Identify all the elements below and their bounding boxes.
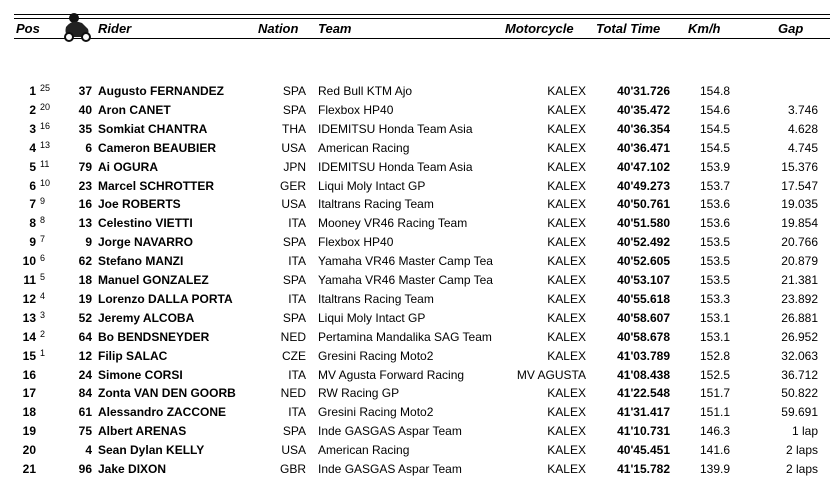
- cell-pos: 19: [22, 424, 36, 439]
- cell-time: 40'45.451: [617, 443, 670, 458]
- cell-nation: NED: [280, 386, 306, 401]
- cell-pos: 13: [22, 310, 36, 325]
- cell-moto: KALEX: [547, 121, 586, 136]
- table-row: [0, 158, 838, 176]
- cell-nation: SPA: [282, 310, 306, 325]
- table-row: [0, 120, 838, 138]
- table-row: [0, 177, 838, 195]
- cell-nation: SPA: [282, 235, 306, 250]
- cell-moto: KALEX: [547, 102, 586, 117]
- cell-kmh: 154.6: [699, 102, 730, 117]
- cell-team: RW Racing GP: [318, 386, 400, 401]
- cell-team: Liqui Moly Intact GP: [318, 310, 426, 325]
- cell-pos: 8: [29, 216, 36, 231]
- header-bottom-rule: [14, 38, 830, 39]
- cell-team: IDEMITSU Honda Team Asia: [318, 121, 473, 136]
- header-kmh: Km/h: [688, 21, 721, 36]
- cell-gap: 19.035: [781, 197, 818, 212]
- cell-nation: THA: [282, 121, 306, 136]
- cell-num: 23: [78, 178, 92, 193]
- cell-moto: KALEX: [547, 254, 586, 269]
- cell-pos: 1: [29, 84, 36, 98]
- cell-time: 40'36.354: [617, 121, 670, 136]
- cell-pos: 9: [29, 235, 36, 250]
- table-row: [0, 82, 838, 100]
- cell-moto: KALEX: [547, 197, 586, 212]
- cell-rider: Somkiat CHANTRA: [98, 121, 208, 136]
- cell-num: 62: [78, 254, 92, 269]
- cell-moto: KALEX: [547, 462, 586, 476]
- cell-time: 40'58.607: [617, 310, 670, 325]
- cell-kmh: 153.7: [699, 178, 730, 193]
- cell-time: 40'52.605: [617, 254, 670, 269]
- cell-rider: Lorenzo DALLA PORTA: [98, 291, 233, 306]
- cell-rider: Cameron BEAUBIER: [98, 140, 217, 155]
- cell-moto: KALEX: [547, 424, 586, 439]
- cell-team: IDEMITSU Honda Team Asia: [318, 159, 473, 174]
- cell-nation: USA: [281, 443, 306, 458]
- cell-gap: 23.892: [781, 291, 818, 306]
- cell-pts: 4: [40, 290, 46, 301]
- cell-moto: KALEX: [547, 178, 586, 193]
- cell-kmh: 153.1: [699, 310, 730, 325]
- cell-rider: Joe ROBERTS: [98, 197, 181, 212]
- cell-team: Inde GASGAS Aspar Team: [318, 462, 462, 476]
- header-rider: Rider: [98, 21, 132, 36]
- cell-nation: USA: [281, 140, 306, 155]
- cell-time: 40'49.273: [617, 178, 670, 193]
- cell-num: 84: [78, 386, 92, 401]
- cell-kmh: 153.6: [699, 216, 730, 231]
- cell-nation: NED: [280, 329, 306, 344]
- table-row: [0, 233, 838, 251]
- cell-pos: 7: [29, 197, 36, 212]
- cell-team: Red Bull KTM Ajo: [318, 84, 413, 98]
- cell-num: 37: [78, 84, 92, 98]
- cell-nation: ITA: [288, 216, 306, 231]
- cell-nation: ITA: [288, 405, 306, 420]
- cell-time: 41'10.731: [617, 424, 670, 439]
- table-row: [0, 101, 838, 119]
- cell-time: 41'22.548: [617, 386, 670, 401]
- cell-kmh: 153.1: [699, 329, 730, 344]
- cell-rider: Simone CORSI: [98, 367, 183, 382]
- cell-team: Pertamina Mandalika SAG Team: [318, 329, 492, 344]
- table-row: [0, 422, 838, 440]
- cell-kmh: 154.8: [699, 84, 730, 98]
- cell-nation: SPA: [282, 273, 306, 287]
- table-row: [0, 347, 838, 365]
- cell-gap: 59.691: [781, 405, 818, 420]
- cell-pos: 5: [29, 159, 36, 174]
- cell-moto: KALEX: [547, 405, 586, 420]
- cell-gap: 17.547: [781, 178, 818, 193]
- cell-gap: 20.879: [781, 254, 818, 269]
- header-gap: Gap: [778, 21, 804, 36]
- cell-num: 40: [78, 102, 92, 117]
- cell-pts: 7: [40, 234, 46, 245]
- cell-pts: 13: [40, 139, 51, 150]
- cell-time: 40'47.102: [617, 159, 670, 174]
- cell-moto: KALEX: [547, 348, 586, 363]
- cell-gap: 32.063: [781, 348, 818, 363]
- cell-gap: 15.376: [781, 159, 818, 174]
- cell-gap: 26.881: [781, 310, 818, 325]
- cell-team: Gresini Racing Moto2: [318, 405, 434, 420]
- cell-kmh: 146.3: [699, 424, 730, 439]
- cell-num: 96: [78, 462, 92, 476]
- cell-rider: Filip SALAC: [98, 348, 168, 363]
- header-top-rule-2: [14, 18, 830, 19]
- cell-rider: Manuel GONZALEZ: [98, 273, 209, 287]
- cell-team: American Racing: [318, 443, 410, 458]
- cell-gap: 19.854: [781, 216, 818, 231]
- cell-pos: 3: [29, 121, 36, 136]
- cell-pos: 12: [22, 291, 36, 306]
- cell-time: 40'58.678: [617, 329, 670, 344]
- table-row: [0, 252, 838, 270]
- cell-pos: 16: [22, 367, 36, 382]
- cell-gap: 1 lap: [791, 424, 818, 439]
- cell-time: 41'31.417: [617, 405, 670, 420]
- cell-num: 24: [78, 367, 92, 382]
- cell-pts: 5: [40, 272, 46, 282]
- cell-gap: 50.822: [781, 386, 818, 401]
- cell-pos: 11: [23, 273, 36, 287]
- cell-gap: 4.628: [787, 121, 818, 136]
- cell-time: 40'53.107: [617, 273, 670, 287]
- cell-nation: GER: [279, 178, 306, 193]
- cell-team: Liqui Moly Intact GP: [318, 178, 426, 193]
- cell-kmh: 153.5: [699, 235, 730, 250]
- cell-kmh: 153.6: [699, 197, 730, 212]
- cell-pos: 15: [22, 348, 36, 363]
- cell-num: 52: [78, 310, 92, 325]
- header-nation: Nation: [258, 21, 299, 36]
- cell-kmh: 151.1: [699, 405, 730, 420]
- cell-rider: Bo BENDSNEYDER: [98, 329, 210, 344]
- cell-time: 40'55.618: [617, 291, 670, 306]
- cell-gap: 26.952: [781, 329, 818, 344]
- cell-nation: USA: [281, 197, 306, 212]
- cell-moto: KALEX: [547, 140, 586, 155]
- cell-team: Gresini Racing Moto2: [318, 348, 434, 363]
- cell-pts: 16: [40, 120, 51, 131]
- table-row: [0, 309, 838, 327]
- cell-pos: 10: [22, 254, 36, 269]
- cell-pts: 25: [40, 83, 51, 93]
- cell-team: Italtrans Racing Team: [318, 197, 434, 212]
- cell-moto: KALEX: [547, 84, 586, 98]
- cell-num: 19: [78, 291, 92, 306]
- cell-moto: KALEX: [547, 273, 586, 287]
- cell-team: MV Agusta Forward Racing: [318, 367, 465, 382]
- cell-nation: ITA: [288, 291, 306, 306]
- table-row: [0, 460, 838, 478]
- table-row: [0, 403, 838, 421]
- cell-pos: 6: [29, 178, 36, 193]
- cell-kmh: 151.7: [699, 386, 730, 401]
- cell-moto: KALEX: [547, 386, 586, 401]
- cell-kmh: 154.5: [699, 121, 730, 136]
- cell-time: 41'15.782: [617, 462, 670, 476]
- cell-moto: KALEX: [547, 443, 586, 458]
- table-row: [0, 139, 838, 157]
- cell-nation: SPA: [282, 102, 306, 117]
- cell-kmh: 153.9: [699, 159, 730, 174]
- cell-num: 79: [78, 159, 92, 174]
- cell-team: Italtrans Racing Team: [318, 291, 434, 306]
- cell-kmh: 153.5: [699, 273, 730, 287]
- cell-time: 41'03.789: [617, 348, 670, 363]
- cell-nation: ITA: [288, 254, 306, 269]
- cell-kmh: 152.8: [699, 348, 730, 363]
- header-motorcycle: Motorcycle: [505, 21, 574, 36]
- cell-pts: 2: [40, 328, 46, 339]
- cell-rider: Augusto FERNANDEZ: [98, 84, 224, 98]
- cell-nation: SPA: [282, 424, 306, 439]
- cell-rider: Stefano MANZI: [98, 254, 184, 269]
- cell-num: 18: [78, 273, 92, 287]
- cell-rider: Albert ARENAS: [98, 424, 187, 439]
- cell-rider: Sean Dylan KELLY: [98, 443, 205, 458]
- cell-team: Flexbox HP40: [318, 235, 394, 250]
- cell-num: 16: [78, 197, 92, 212]
- cell-kmh: 153.3: [699, 291, 730, 306]
- cell-pts: 3: [40, 309, 46, 320]
- cell-num: 61: [78, 405, 92, 420]
- cell-nation: CZE: [282, 348, 306, 363]
- cell-moto: KALEX: [547, 291, 586, 306]
- header-top-rule: [14, 14, 830, 15]
- cell-moto: KALEX: [547, 329, 586, 344]
- cell-time: 40'50.761: [617, 197, 670, 212]
- cell-time: 40'35.472: [617, 102, 670, 117]
- cell-nation: GBR: [279, 462, 306, 476]
- cell-kmh: 139.9: [699, 462, 730, 476]
- cell-rider: Jorge NAVARRO: [98, 235, 193, 250]
- cell-kmh: 141.6: [699, 443, 730, 458]
- cell-num: 6: [85, 140, 92, 155]
- cell-time: 40'52.492: [617, 235, 670, 250]
- cell-moto: KALEX: [547, 310, 586, 325]
- cell-rider: Celestino VIETTI: [98, 216, 193, 231]
- cell-team: Inde GASGAS Aspar Team: [318, 424, 462, 439]
- cell-pts: 10: [40, 177, 51, 188]
- cell-gap: 36.712: [781, 367, 818, 382]
- cell-pts: 9: [40, 196, 46, 207]
- cell-pts: 20: [40, 101, 51, 112]
- table-row: [0, 271, 838, 289]
- cell-num: 4: [85, 443, 92, 458]
- header-team: Team: [318, 21, 352, 36]
- cell-team: American Racing: [318, 140, 410, 155]
- cell-rider: Zonta VAN DEN GOORB: [98, 386, 236, 401]
- cell-rider: Jeremy ALCOBA: [98, 310, 195, 325]
- cell-kmh: 153.5: [699, 254, 730, 269]
- cell-moto: KALEX: [547, 159, 586, 174]
- cell-time: 41'08.438: [617, 367, 670, 382]
- cell-nation: JPN: [283, 159, 306, 174]
- cell-time: 40'31.726: [617, 84, 670, 98]
- cell-pts: 11: [40, 158, 50, 169]
- cell-kmh: 154.5: [699, 140, 730, 155]
- cell-pos: 18: [22, 405, 36, 420]
- cell-pos: 2: [29, 102, 36, 117]
- cell-pts: 8: [40, 215, 46, 226]
- cell-time: 40'36.471: [617, 140, 670, 155]
- cell-gap: 2 laps: [785, 443, 818, 458]
- cell-num: 35: [78, 121, 92, 136]
- cell-pts: 1: [40, 347, 46, 358]
- motorcycle-rider-icon: [60, 9, 94, 43]
- cell-gap: 3.746: [787, 102, 818, 117]
- cell-pos: 21: [22, 462, 36, 476]
- cell-rider: Ai OGURA: [98, 159, 158, 174]
- cell-pts: 6: [40, 253, 46, 264]
- cell-num: 9: [85, 235, 92, 250]
- cell-pos: 17: [22, 386, 36, 401]
- cell-team: Yamaha VR46 Master Camp Tea: [318, 273, 493, 287]
- cell-pos: 14: [22, 329, 36, 344]
- cell-moto: MV AGUSTA: [516, 367, 586, 382]
- cell-time: 40'51.580: [617, 216, 670, 231]
- cell-num: 13: [78, 216, 92, 231]
- cell-nation: SPA: [282, 84, 306, 98]
- cell-moto: KALEX: [547, 216, 586, 231]
- cell-rider: Marcel SCHROTTER: [98, 178, 215, 193]
- cell-rider: Jake DIXON: [98, 462, 167, 476]
- table-row: [0, 328, 838, 346]
- table-row: [0, 366, 838, 384]
- cell-team: Yamaha VR46 Master Camp Tea: [318, 254, 493, 269]
- cell-num: 75: [78, 424, 92, 439]
- cell-gap: 4.745: [787, 140, 818, 155]
- table-row: [0, 195, 838, 213]
- cell-num: 12: [78, 348, 92, 363]
- table-row: [0, 441, 838, 459]
- table-row: [0, 214, 838, 232]
- cell-team: Flexbox HP40: [318, 102, 394, 117]
- cell-rider: Aron CANET: [98, 102, 171, 117]
- table-row: [0, 384, 838, 402]
- table-row: [0, 290, 838, 308]
- cell-rider: Alessandro ZACCONE: [98, 405, 227, 420]
- cell-kmh: 152.5: [699, 367, 730, 382]
- cell-gap: 2 laps: [785, 462, 818, 476]
- cell-gap: 21.381: [781, 273, 818, 287]
- cell-gap: 20.766: [781, 235, 818, 250]
- header-total-time: Total Time: [596, 21, 661, 36]
- cell-num: 64: [78, 329, 92, 344]
- cell-pos: 4: [29, 140, 36, 155]
- cell-pos: 20: [22, 443, 36, 458]
- header-pos: Pos: [16, 21, 40, 36]
- cell-nation: ITA: [288, 367, 306, 382]
- cell-team: Mooney VR46 Racing Team: [318, 216, 468, 231]
- cell-moto: KALEX: [547, 235, 586, 250]
